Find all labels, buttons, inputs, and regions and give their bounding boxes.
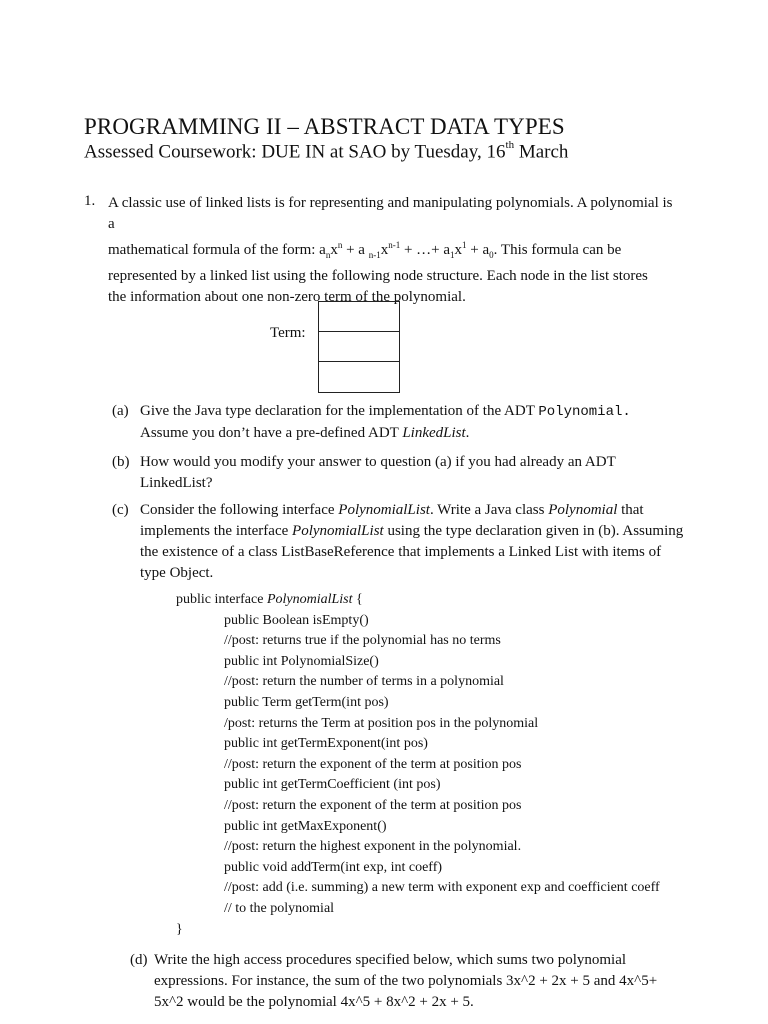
subtitle-text: Assessed Coursework: DUE IN at SAO by Tuesday, 16: [84, 141, 506, 163]
code-line: /post: returns the Term at position pos in the polynomial: [224, 715, 539, 731]
code-interface-close: }: [176, 921, 183, 937]
term-node-diagram: [318, 301, 400, 393]
part-c-text-2: . Write a Java class: [429, 502, 549, 518]
part-a-line-2: Assume you don’t have a pre-defined ADT: [140, 425, 403, 441]
code-open-brace: {: [352, 592, 363, 607]
code-line: public void addTerm(int exp, int coeff): [224, 859, 443, 875]
subtitle-text-end: March: [514, 141, 569, 163]
question-line-4: represented by a linked list using the following node structure. Each node in the list stores: [108, 268, 648, 284]
part-c-italic-2: Polynomial: [548, 502, 618, 518]
code-line: public int getTermExponent(int pos): [224, 736, 428, 752]
part-b-line-2: LinkedList?: [140, 475, 213, 491]
part-a-label: (a): [112, 403, 129, 419]
page-title: PROGRAMMING II – ABSTRACT DATA TYPES: [84, 114, 565, 139]
code-line: public Term getTerm(int pos): [224, 694, 389, 710]
part-d-line-1: Write the high access procedures specified below, which sums two polynomial: [154, 952, 627, 968]
part-a-text: [140, 401, 700, 444]
subtitle-superscript: th: [505, 139, 515, 151]
part-c-italic-1: PolynomialList: [338, 502, 430, 518]
part-c-label: (c): [112, 502, 129, 518]
formula-intro: mathematical formula of the form: a: [108, 242, 326, 258]
code-line: //post: return the exponent of the term at position pos: [224, 797, 522, 813]
code-line: public int PolynomialSize(): [224, 653, 379, 669]
part-c-text-4: implements the interface: [140, 523, 293, 539]
code-line: public Boolean isEmpty(): [224, 612, 369, 628]
part-a-italic: LinkedList: [402, 425, 466, 441]
code-line: //post: return the number of terms in a polynomial: [224, 674, 504, 690]
question-line-1: A classic use of linked lists is for representing and manipulating polynomials. A polynomial is: [108, 195, 673, 211]
part-c-italic-3: PolynomialList: [292, 523, 384, 539]
question-line-2: a: [108, 216, 115, 232]
part-c-text: [140, 500, 700, 584]
part-c-line-3: the existence of a class ListBaseReference that implements a Linked List with items of: [140, 544, 662, 560]
term-node-cell: [319, 332, 399, 362]
question-line-5: the information about one non-zero term of the polynomial.: [108, 289, 466, 305]
term-label: Term:: [270, 325, 306, 341]
code-line: public int getMaxExponent(): [224, 818, 387, 834]
code-open-italic: PolynomialList: [266, 592, 353, 607]
question-text: [108, 193, 708, 308]
part-a-code: Polynomial.: [538, 404, 631, 420]
term-node-cell: [319, 302, 399, 332]
part-d-line-3: 5x^2 would be the polynomial 4x^5 + 8x^2 + 2x + 5.: [154, 994, 474, 1010]
part-d-label: (d): [130, 952, 148, 968]
part-c-text-5: using the type declaration given in (b). Assuming: [383, 523, 684, 539]
formula-rest: . This formula can be: [493, 242, 622, 258]
part-d-line-2: expressions. For instance, the sum of the two polynomials 3x^2 + 2x + 5 and 4x^5+: [154, 973, 658, 989]
part-b-label: (b): [112, 454, 130, 470]
part-b-line-1: How would you modify your answer to question (a) if you had already an ADT: [140, 454, 616, 470]
part-b-text: [140, 452, 700, 494]
part-c-text-1: Consider the following interface: [140, 502, 339, 518]
code-open-text: public interface: [176, 592, 267, 607]
part-c-text-3: that: [617, 502, 644, 518]
code-line: //post: add (i.e. summing) a new term with exponent exp and coefficient coeff: [224, 880, 660, 896]
question-number: 1.: [84, 193, 96, 209]
term-node-cell: [319, 362, 399, 392]
part-a-line-2-end: .: [465, 425, 470, 441]
part-c-line-4: type Object.: [140, 565, 214, 581]
part-a-line-1: Give the Java type declaration for the implementation of the ADT: [140, 403, 539, 419]
code-line: // to the polynomial: [224, 900, 335, 916]
interface-code-block: [176, 590, 736, 940]
code-interface-open: [176, 590, 736, 611]
question-formula-line: mathematical formula of the form: $a_nx^n + a$ $_{n-1}x^{n-1}$ + …+ $a_1x^1 + a_0$. This formula can be: [108, 240, 622, 260]
code-line: //post: return the exponent of the term at position pos: [224, 756, 522, 772]
code-line: //post: return the highest exponent in the polynomial.: [224, 839, 522, 855]
code-line: public int getTermCoefficient (int pos): [224, 777, 441, 793]
code-line: //post: returns true if the polynomial has no terms: [224, 633, 501, 649]
part-d-text: [154, 950, 714, 1013]
page-subtitle: [84, 141, 568, 163]
